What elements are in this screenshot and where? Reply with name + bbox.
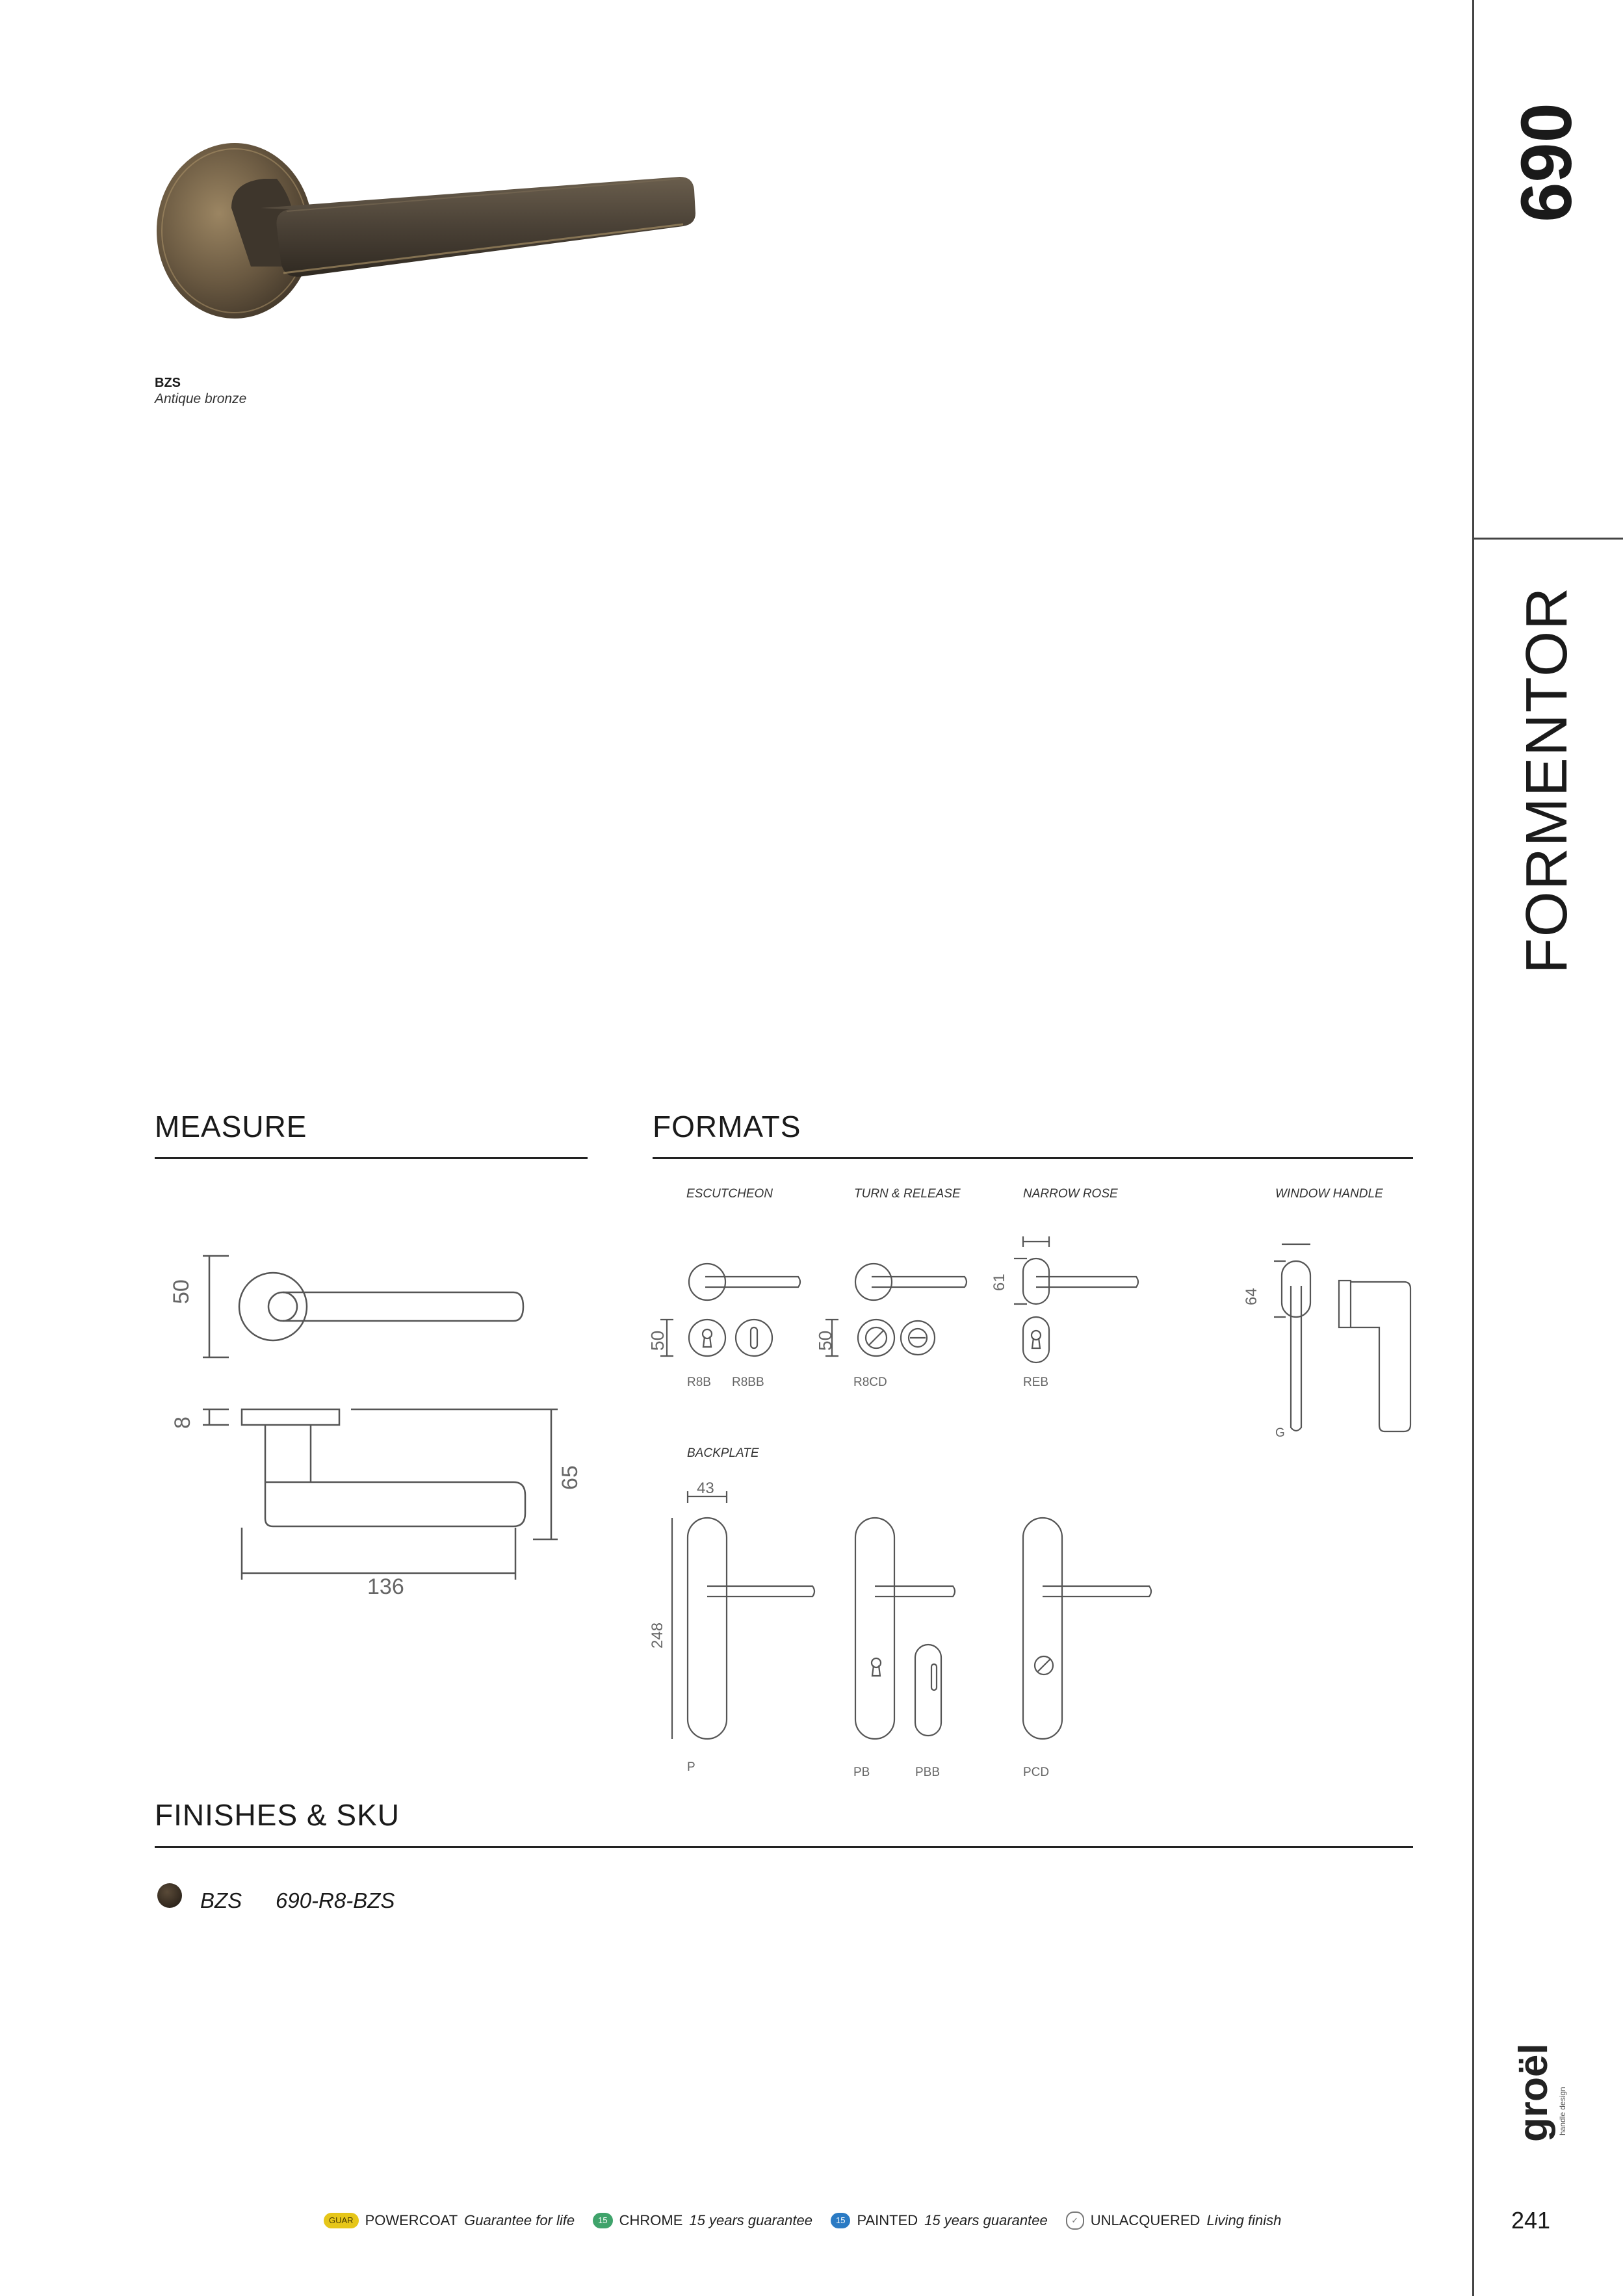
legend-powercoat-guarantee: Guarantee for life xyxy=(464,2212,575,2228)
legend-chrome-name: CHROME xyxy=(619,2212,683,2228)
format-backplate-label: BACKPLATE xyxy=(687,1446,759,1460)
dim-rose-diameter: 50 xyxy=(169,1279,194,1304)
product-finish-code: BZS xyxy=(155,376,181,390)
dim-projection: 65 xyxy=(558,1465,582,1490)
dim-length: 136 xyxy=(367,1574,404,1599)
finishes-rule xyxy=(155,1846,1413,1848)
backplate-height: 248 xyxy=(649,1622,666,1649)
brand-name: groël xyxy=(1511,2043,1556,2142)
measure-drawing xyxy=(149,1235,604,1625)
model-number: 690 xyxy=(1507,103,1587,222)
formats-title: FORMATS xyxy=(653,1110,801,1143)
format-escutcheon-label: ESCUTCHEON xyxy=(686,1187,773,1201)
legend-chrome-guarantee: 15 years guarantee xyxy=(689,2212,812,2228)
code-g: G xyxy=(1275,1426,1285,1440)
window-handle-dimension: 64 xyxy=(1243,1288,1260,1305)
legend-unlacquered-guarantee: Living finish xyxy=(1206,2212,1282,2228)
legend-powercoat-name: POWERCOAT xyxy=(365,2212,458,2228)
painted-badge-icon: 15 xyxy=(831,2213,850,2228)
code-r8cd: R8CD xyxy=(853,1376,887,1389)
product-finish-name: Antique bronze xyxy=(155,391,247,406)
finish-legend xyxy=(324,2209,1281,2232)
product-photo xyxy=(153,117,738,377)
finishes-title: FINISHES & SKU xyxy=(155,1798,400,1832)
page-number: 241 xyxy=(1511,2207,1551,2234)
sku-code: 690-R8-BZS xyxy=(276,1888,395,1912)
brand-tagline: handle design xyxy=(1558,2087,1567,2135)
formats-drawing xyxy=(643,1222,1423,1781)
backplate-width: 43 xyxy=(697,1480,714,1497)
code-reb: REB xyxy=(1023,1376,1049,1389)
chrome-badge-icon: 15 xyxy=(593,2213,612,2228)
legend-painted-guarantee: 15 years guarantee xyxy=(924,2212,1048,2228)
code-r8b: R8B xyxy=(687,1376,711,1389)
model-name: FORMENTOR xyxy=(1514,586,1579,974)
escutcheon-dimension: 50 xyxy=(647,1330,668,1351)
code-pbb: PBB xyxy=(915,1766,941,1779)
narrow-rose-dimension: 61 xyxy=(991,1273,1008,1291)
finish-swatch xyxy=(157,1883,182,1908)
legend-unlacquered-name: UNLACQUERED xyxy=(1090,2212,1201,2228)
measure-title: MEASURE xyxy=(155,1110,307,1143)
legend-painted-name: PAINTED xyxy=(857,2212,918,2228)
dim-rose-thickness: 8 xyxy=(170,1416,195,1429)
powercoat-badge-icon: GUAR xyxy=(324,2213,359,2228)
vertical-divider xyxy=(1472,0,1474,2296)
code-pb: PB xyxy=(853,1766,870,1779)
code-pcd: PCD xyxy=(1023,1766,1050,1779)
code-p: P xyxy=(687,1760,695,1774)
format-window-handle-label: WINDOW HANDLE xyxy=(1275,1187,1383,1201)
formats-rule xyxy=(653,1157,1413,1159)
code-r8bb: R8BB xyxy=(732,1376,764,1389)
brand-logo xyxy=(1501,2041,1579,2145)
format-narrow-rose-label: NARROW ROSE xyxy=(1023,1187,1118,1201)
unlacquered-badge-icon: ✓ xyxy=(1066,2211,1084,2230)
turn-release-dimension: 50 xyxy=(815,1330,835,1351)
sku-finish-code: BZS xyxy=(200,1888,242,1912)
measure-rule xyxy=(155,1157,588,1159)
format-turn-release-label: TURN & RELEASE xyxy=(854,1187,961,1201)
